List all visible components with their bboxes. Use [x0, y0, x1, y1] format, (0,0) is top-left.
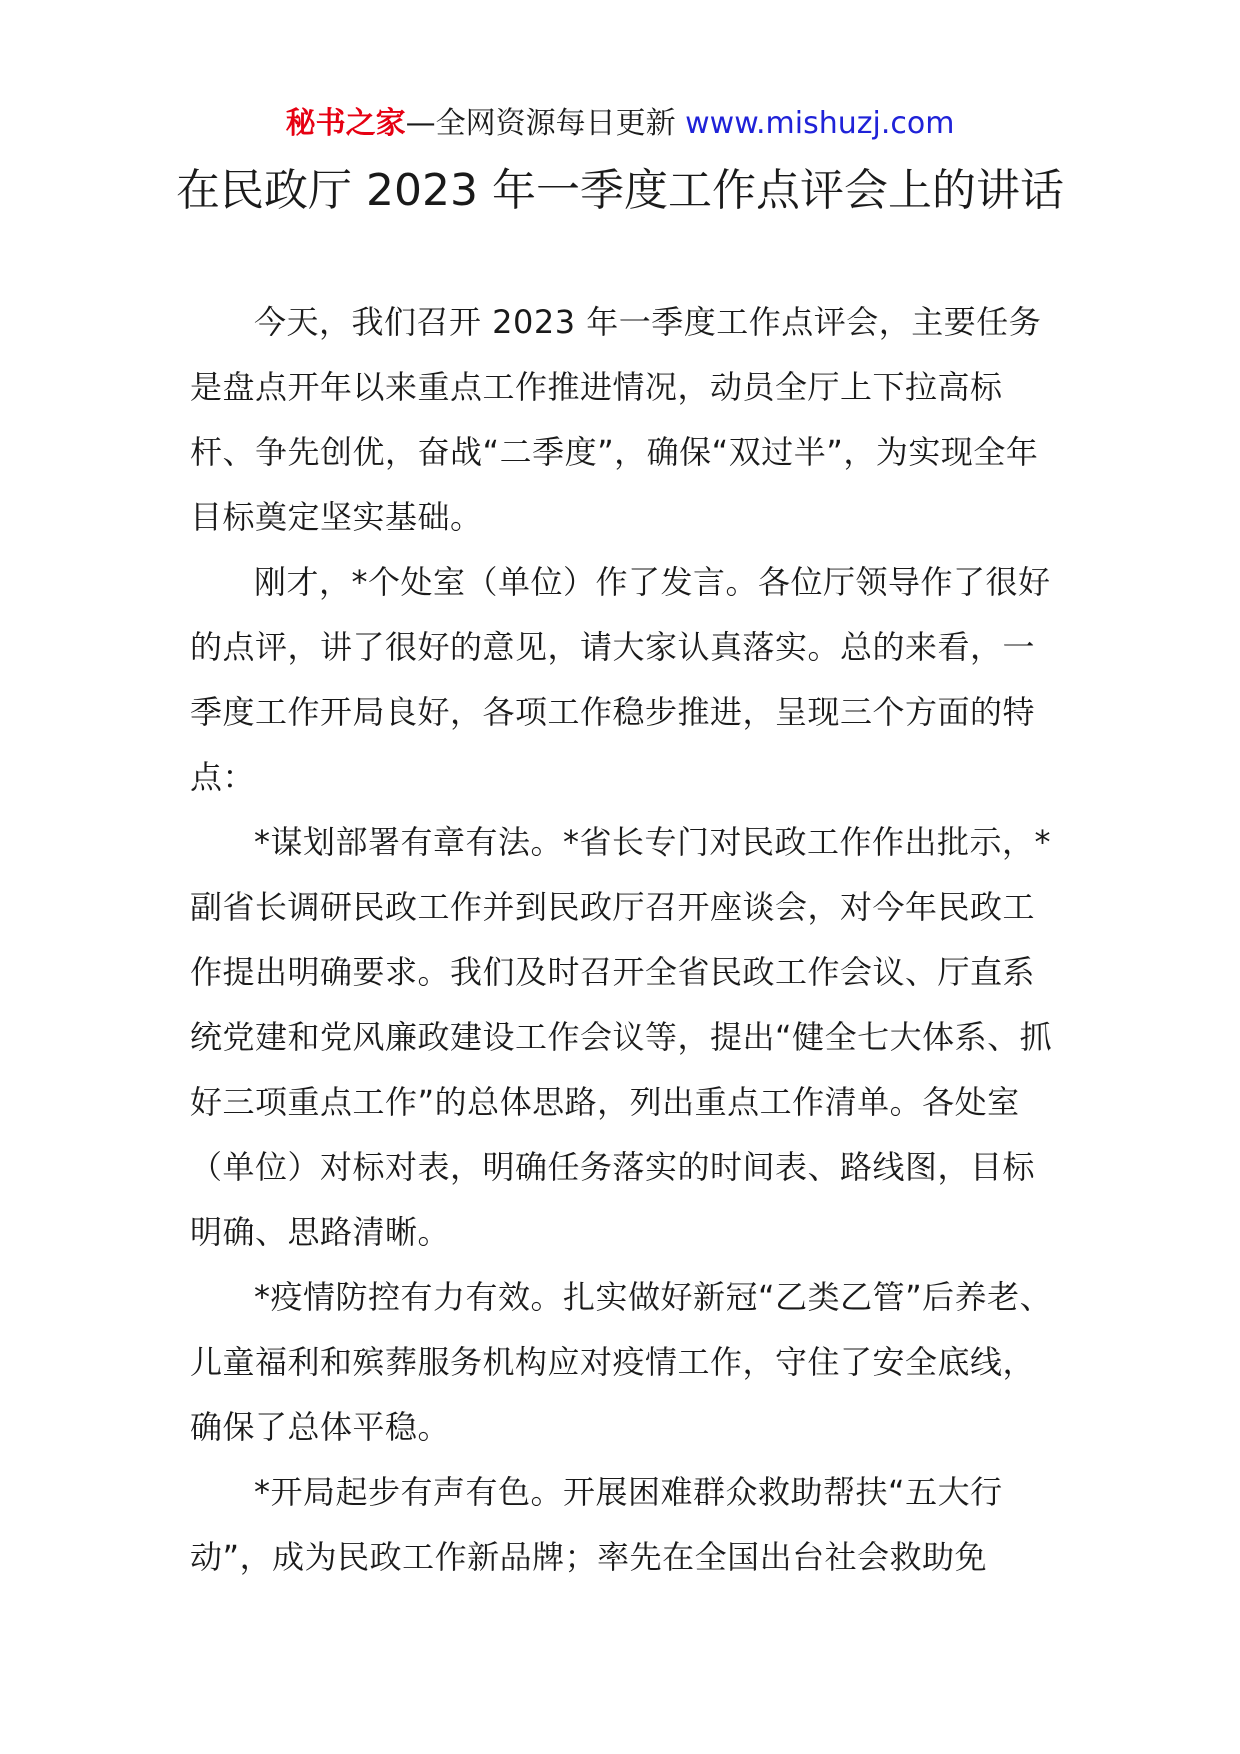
paragraph-planning: *谋划部署有章有法。*省长专门对民政工作作出批示，*副省长调研民政工作并到民政厅召开座谈会，对今年民政工作提出明确要求。我们及时召开全省民政工作会议、厅直系统党建和党风廉政建设工作会议等，提出“健全七大体系、抓好三项重点工作”的总体思路，列出重点工作清单。各处室（单位）对标对表，明确任务落实的时间表、路线图，目标明确、思路清晰。: [190, 823, 1053, 1251]
site-url[interactable]: www.mishuzj.com: [685, 106, 955, 141]
paragraph-summary: 刚才，*个处室（单位）作了发言。各位厅领导作了很好的点评，讲了很好的意见，请大家认真落实。总的来看，一季度工作开局良好，各项工作稳步推进，呈现三个方面的特点：: [190, 563, 1051, 796]
site-tagline: —全网资源每日更新: [405, 106, 676, 141]
site-banner: [0, 104, 1240, 144]
paragraph-intro: 今天，我们召开 2023 年一季度工作点评会，主要任务是盘点开年以来重点工作推进情况，动员全厅上下拉高标杆、争先创优，奋战“二季度”，确保“双过半”，为实现全年目标奠定坚实基础。: [190, 303, 1042, 536]
paragraph-epidemic: *疫情防控有力有效。扎实做好新冠“乙类乙管”后养老、儿童福利和殡葬服务机构应对疫情工作，守住了安全底线，确保了总体平稳。: [190, 1278, 1053, 1446]
document-title: 在民政厅 2023 年一季度工作点评会上的讲话: [176, 165, 1064, 216]
paragraph-start: *开局起步有声有色。开展困难群众救助帮扶“五大行动”，成为民政工作新品牌；率先在全国出台社会救助免: [190, 1473, 1003, 1576]
site-brand: 秘书之家: [285, 106, 406, 141]
document-body: [190, 290, 1065, 1590]
